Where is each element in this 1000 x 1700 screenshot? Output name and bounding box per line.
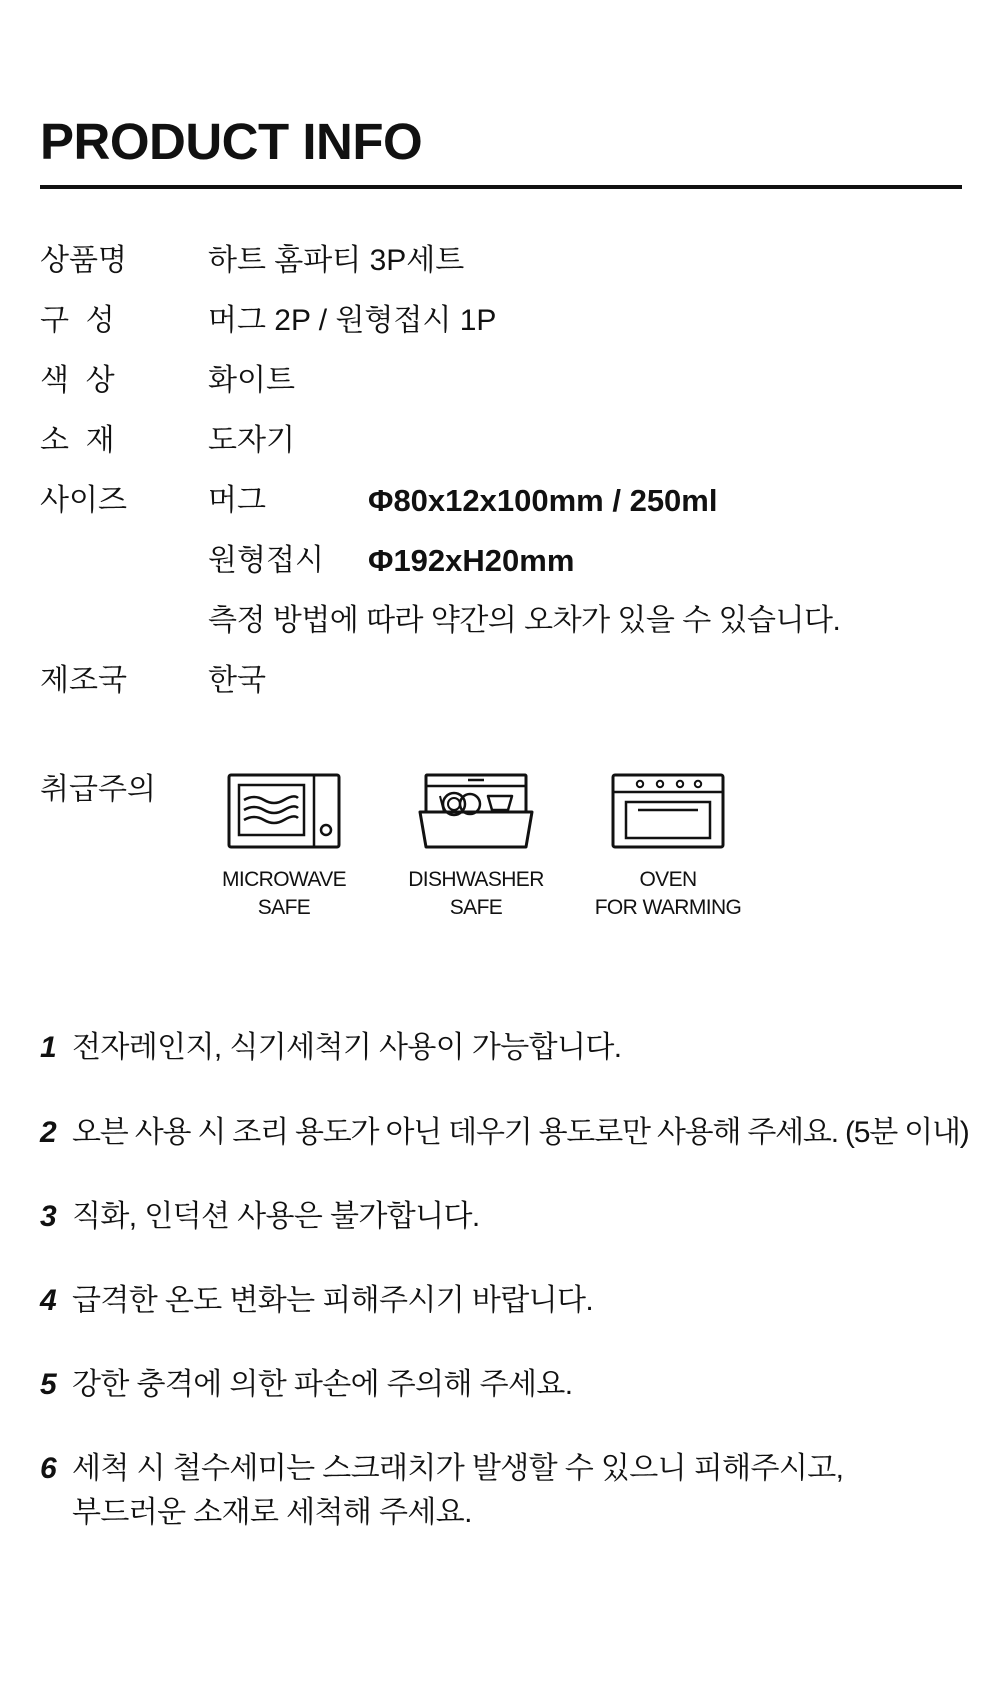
note-text: 급격한 온도 변화는 피해주시기 바랍니다.	[72, 1284, 594, 1317]
note-text: 직화, 인덕션 사용은 불가합니다.	[72, 1200, 480, 1233]
note-text: 세척 시 철수세미는 스크래치가 발생할 수 있으니 피해주시고, 부드러운 소재로 세척해 주세요.	[72, 1452, 844, 1529]
material-value: 도자기	[208, 424, 295, 457]
care-caption-line: MICROWAVE	[221, 868, 347, 891]
name-value: 하트 홈파티 3P세트	[208, 244, 465, 277]
size-label: 사이즈	[40, 484, 127, 517]
origin-label: 제조국	[40, 664, 127, 697]
title-divider	[40, 185, 962, 189]
note-number: 3	[40, 1200, 57, 1233]
care-caption-line: OVEN	[639, 868, 697, 891]
color-label: 색 상	[40, 364, 115, 397]
size-item-mug: 머그	[208, 484, 266, 517]
note-text: 오븐 사용 시 조리 용도가 아닌 데우기 용도로만 사용해 주세요. (5분 이내)	[72, 1116, 969, 1149]
info-row-name	[40, 241, 940, 281]
info-row-composition	[40, 301, 940, 341]
note-text: 강한 충격에 의한 파손에 주의해 주세요.	[72, 1368, 573, 1401]
care-caption-line: SAFE	[449, 896, 503, 919]
name-label: 상품명	[40, 244, 127, 277]
care-label: 취급주의	[40, 773, 156, 806]
microwave-icon	[226, 772, 342, 850]
page-title: PRODUCT INFO	[40, 113, 423, 170]
size-item-plate: 원형접시	[208, 544, 324, 577]
note-text: 전자레인지, 식기세척기 사용이 가능합니다.	[72, 1031, 622, 1064]
care-caption-line: SAFE	[257, 896, 311, 919]
note-number: 4	[40, 1284, 57, 1317]
care-caption-microwave	[194, 866, 374, 922]
size-dimension-plate: Φ192xH20mm	[368, 543, 575, 578]
care-caption-dishwasher	[386, 866, 566, 922]
material-label: 소 재	[40, 424, 115, 457]
composition-value: 머그 2P / 원형접시 1P	[208, 304, 497, 337]
care-caption-line: FOR WARMING	[594, 896, 742, 919]
note-number: 5	[40, 1368, 57, 1401]
size-dimension-mug: Φ80x12x100mm / 250ml	[368, 483, 718, 518]
composition-label: 구 성	[40, 304, 115, 337]
note-number: 6	[40, 1452, 57, 1485]
note-number: 1	[40, 1031, 57, 1064]
info-row-origin	[40, 661, 940, 701]
dishwasher-icon	[418, 772, 534, 850]
info-row-material	[40, 421, 940, 461]
oven-icon	[610, 772, 726, 850]
info-row-color	[40, 361, 940, 401]
note-number: 2	[40, 1116, 57, 1149]
size-note: 측정 방법에 따라 약간의 오차가 있을 수 있습니다.	[208, 604, 841, 637]
care-caption-line: DISHWASHER	[408, 868, 544, 891]
origin-value: 한국	[208, 664, 266, 697]
care-caption-oven	[578, 866, 758, 922]
color-value: 화이트	[208, 364, 295, 397]
